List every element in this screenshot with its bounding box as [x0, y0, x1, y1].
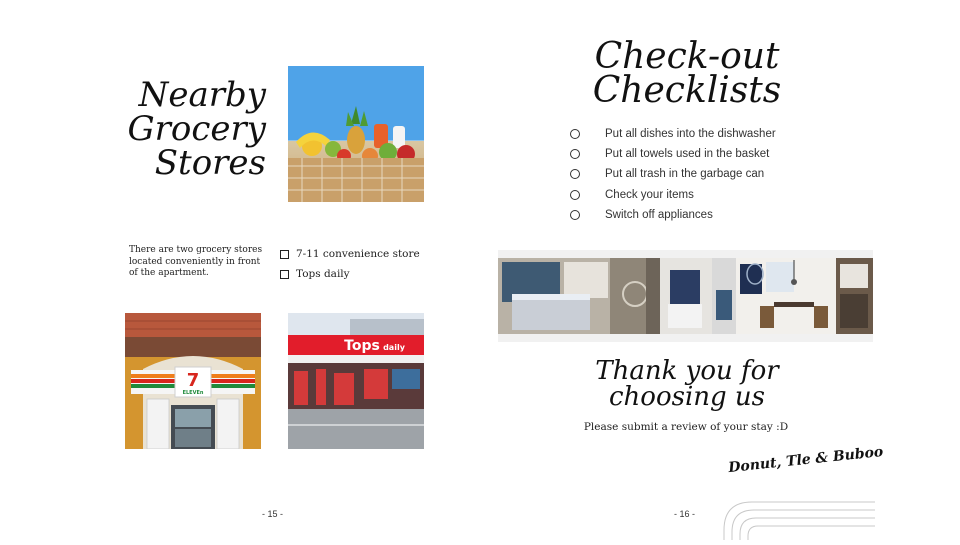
seven-eleven-photo	[125, 313, 261, 449]
circle-icon	[570, 149, 580, 159]
grocery-cart-illustration	[288, 66, 424, 202]
grocery-title-line-1: Nearby	[138, 75, 266, 115]
checklist-item	[570, 185, 776, 205]
apartment-photo-strip	[498, 250, 873, 342]
thanks-title-line-2: choosing us	[608, 382, 765, 412]
grocery-title	[120, 75, 266, 183]
seven-eleven-storefront	[125, 313, 261, 449]
signature: Donut, Tle & Buboo	[727, 443, 884, 477]
circle-icon	[570, 169, 580, 179]
checkbox-icon	[280, 270, 289, 279]
checkout-title-line-2: Checklists	[592, 70, 782, 111]
grocery-intro-text: There are two grocery stores located conveniently in front of the apartment.	[129, 245, 263, 278]
checkout-checklist	[570, 124, 776, 225]
thanks-title-line-1: Thank you for	[595, 356, 779, 386]
decorative-arcs	[720, 490, 875, 540]
checklist-item	[570, 124, 776, 144]
store-list	[280, 244, 420, 284]
checklist-item-label: Put all trash in the garbage can	[605, 168, 765, 181]
arcs-ornament	[720, 490, 875, 540]
circle-icon	[570, 129, 580, 139]
tops-daily-photo	[288, 313, 424, 449]
grocery-title-line-3: Stores	[154, 143, 266, 183]
checklist-item	[570, 205, 776, 225]
page-number-right: - 16 -	[674, 509, 696, 519]
seven-eleven-logo: 7	[186, 370, 200, 391]
grocery-title-line-2: Grocery	[127, 109, 266, 149]
checklist-item-label: Switch off appliances	[605, 208, 713, 221]
apartment-rooms-collage	[498, 250, 873, 342]
page-number-left: - 15 -	[262, 509, 284, 519]
thanks-title	[578, 358, 796, 410]
review-prompt: Please submit a review of your stay :D	[583, 421, 789, 433]
circle-icon	[570, 210, 580, 220]
store-name: 7-11 convenience store	[296, 248, 420, 260]
circle-icon	[570, 190, 580, 200]
tops-daily-storefront	[288, 313, 424, 449]
checklist-item-label: Put all towels used in the basket	[605, 148, 770, 161]
tops-sign-daily: daily	[383, 343, 405, 352]
seven-eleven-sublabel: ELEVEn	[182, 390, 204, 396]
list-item	[280, 264, 420, 284]
checklist-item	[570, 164, 776, 184]
checklist-item	[570, 144, 776, 164]
checklist-item-label: Check your items	[605, 188, 694, 201]
checkbox-icon	[280, 250, 289, 259]
checkout-title-line-1: Check-out	[594, 36, 780, 77]
checkout-title	[578, 36, 796, 111]
tops-sign: Tops	[344, 338, 380, 354]
store-name: Tops daily	[296, 268, 350, 280]
list-item	[280, 244, 420, 264]
checklist-item-label: Put all dishes into the dishwasher	[605, 128, 776, 141]
grocery-cart-photo	[288, 66, 424, 202]
